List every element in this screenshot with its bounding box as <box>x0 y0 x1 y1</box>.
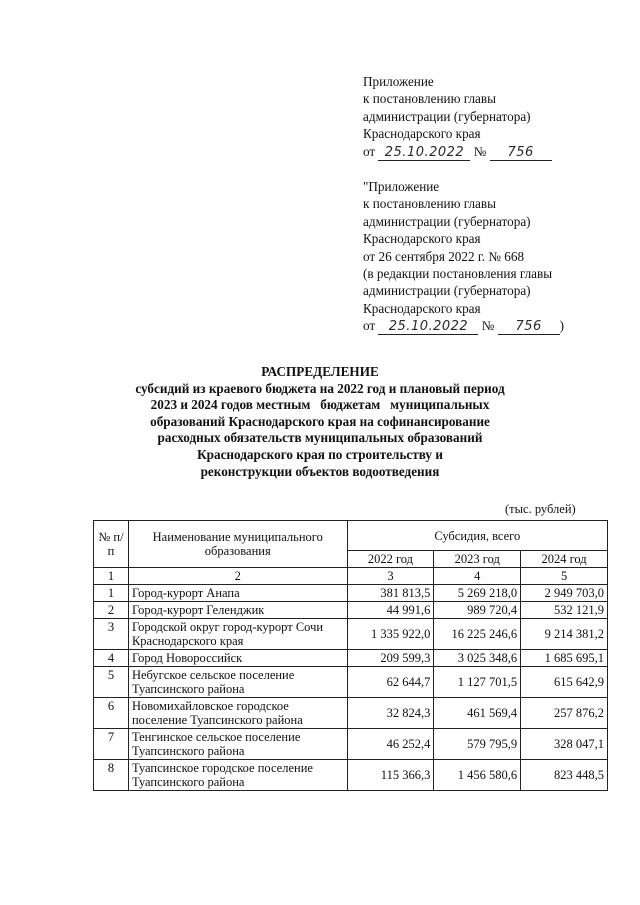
row-num: 8 <box>94 760 129 791</box>
table-row <box>94 698 608 729</box>
date-prefix: от <box>363 143 376 159</box>
row-name: Небугское сельское поселение Туапсинского района <box>128 667 347 698</box>
row-num: 1 <box>94 585 129 602</box>
row-value-2022: 62 644,7 <box>347 667 434 698</box>
index-cell: 2 <box>128 568 347 585</box>
index-cell: 4 <box>434 568 521 585</box>
header-num: № п/п <box>94 521 129 568</box>
table-row <box>94 650 608 667</box>
row-name: Новомихайловское городское поселение Туапсинского района <box>128 698 347 729</box>
title-line: образований Краснодарского края на софинансирование <box>150 413 490 429</box>
index-cell: 1 <box>94 568 129 585</box>
title-line: 2023 и 2024 годов местным бюджетам муниципальных <box>150 397 490 413</box>
title-line: расходных обязательств муниципальных образований <box>157 430 483 446</box>
title-heading: РАСПРЕДЕЛЕНИЕ <box>261 364 379 379</box>
row-value-2024: 615 642,9 <box>521 667 608 698</box>
number-label: № <box>473 143 487 159</box>
handwritten-number: 756 <box>490 146 552 161</box>
row-value-2022: 46 252,4 <box>347 729 434 760</box>
appendix-header-1 <box>363 73 552 161</box>
header-subsidy: Субсидия, всего <box>347 521 607 551</box>
row-value-2024: 1 685 695,1 <box>521 650 608 667</box>
row-value-2024: 328 047,1 <box>521 729 608 760</box>
appendix-line: Краснодарского края <box>363 231 481 247</box>
row-value-2022: 115 366,3 <box>347 760 434 791</box>
number-label: № <box>481 318 495 334</box>
appendix-line: Краснодарского края <box>363 126 481 142</box>
handwritten-number: 756 <box>498 320 560 335</box>
row-num: 4 <box>94 650 129 667</box>
row-num: 6 <box>94 698 129 729</box>
row-value-2024: 823 448,5 <box>521 760 608 791</box>
closing-paren: ) <box>559 318 565 334</box>
title-line: реконструкции объектов водоотведения <box>200 463 440 479</box>
header-year-2022: 2022 год <box>347 551 434 568</box>
appendix-line: администрации (губернатора) <box>363 213 531 229</box>
row-name: Город-курорт Анапа <box>128 585 347 602</box>
subsidy-table <box>93 520 608 791</box>
row-value-2024: 2 949 703,0 <box>521 585 608 602</box>
index-cell: 3 <box>347 568 434 585</box>
row-value-2023: 16 225 246,6 <box>434 619 521 650</box>
row-name: Город-курорт Геленджик <box>128 602 347 619</box>
appendix-line: "Приложение <box>363 179 440 194</box>
header-year-2023: 2023 год <box>434 551 521 568</box>
header-year-2024: 2024 год <box>521 551 608 568</box>
row-name: Городской округ город-курорт Сочи Краснодарского края <box>128 619 347 650</box>
row-value-2022: 44 991,6 <box>347 602 434 619</box>
row-value-2023: 989 720,4 <box>434 602 521 619</box>
row-value-2024: 9 214 381,2 <box>521 619 608 650</box>
appendix-line: Приложение <box>363 74 434 89</box>
handwritten-date: 25.10.2022 <box>378 146 470 161</box>
appendix-line: администрации (губернатора) <box>363 108 531 124</box>
row-value-2023: 1 456 580,6 <box>434 760 521 791</box>
row-num: 5 <box>94 667 129 698</box>
table-row <box>94 760 608 791</box>
units-label: (тыс. рублей) <box>505 502 576 516</box>
row-value-2022: 209 599,3 <box>347 650 434 667</box>
row-value-2024: 257 876,2 <box>521 698 608 729</box>
row-value-2023: 5 269 218,0 <box>434 585 521 602</box>
table-row <box>94 619 608 650</box>
appendix-date-line <box>363 143 552 161</box>
appendix-line: администрации (губернатора) <box>363 283 531 299</box>
table-index-row <box>94 568 608 585</box>
title-line: субсидий из краевого бюджета на 2022 год и плановый период <box>135 380 505 396</box>
index-cell: 5 <box>521 568 608 585</box>
table-header-row <box>94 521 608 551</box>
row-name: Тенгинское сельское поселение Туапсинского района <box>128 729 347 760</box>
appendix-header-2 <box>363 178 564 335</box>
table-row <box>94 667 608 698</box>
appendix-line: к постановлению главы <box>363 196 496 212</box>
row-value-2024: 532 121,9 <box>521 602 608 619</box>
row-value-2022: 381 813,5 <box>347 585 434 602</box>
row-value-2023: 1 127 701,5 <box>434 667 521 698</box>
title-line: Краснодарского края по строительству и <box>197 446 443 462</box>
row-num: 3 <box>94 619 129 650</box>
row-value-2022: 1 335 922,0 <box>347 619 434 650</box>
row-name: Туапсинское городское поселение Туапсинского района <box>128 760 347 791</box>
table-row <box>94 585 608 602</box>
appendix-date-line <box>363 317 564 335</box>
row-value-2023: 3 025 348,6 <box>434 650 521 667</box>
document-title <box>110 364 530 480</box>
appendix-line: от 26 сентября 2022 г. № 668 <box>363 248 525 264</box>
appendix-line: к постановлению главы <box>363 91 496 107</box>
row-value-2023: 461 569,4 <box>434 698 521 729</box>
handwritten-date: 25.10.2022 <box>378 320 478 335</box>
appendix-line: (в редакции постановления главы <box>363 266 553 282</box>
row-name: Город Новороссийск <box>128 650 347 667</box>
row-num: 7 <box>94 729 129 760</box>
header-name: Наименование муниципального образования <box>128 521 347 568</box>
table-row <box>94 602 608 619</box>
appendix-line: Краснодарского края <box>363 300 481 316</box>
row-num: 2 <box>94 602 129 619</box>
date-prefix: от <box>363 318 376 334</box>
row-value-2022: 32 824,3 <box>347 698 434 729</box>
table-row <box>94 729 608 760</box>
row-value-2023: 579 795,9 <box>434 729 521 760</box>
